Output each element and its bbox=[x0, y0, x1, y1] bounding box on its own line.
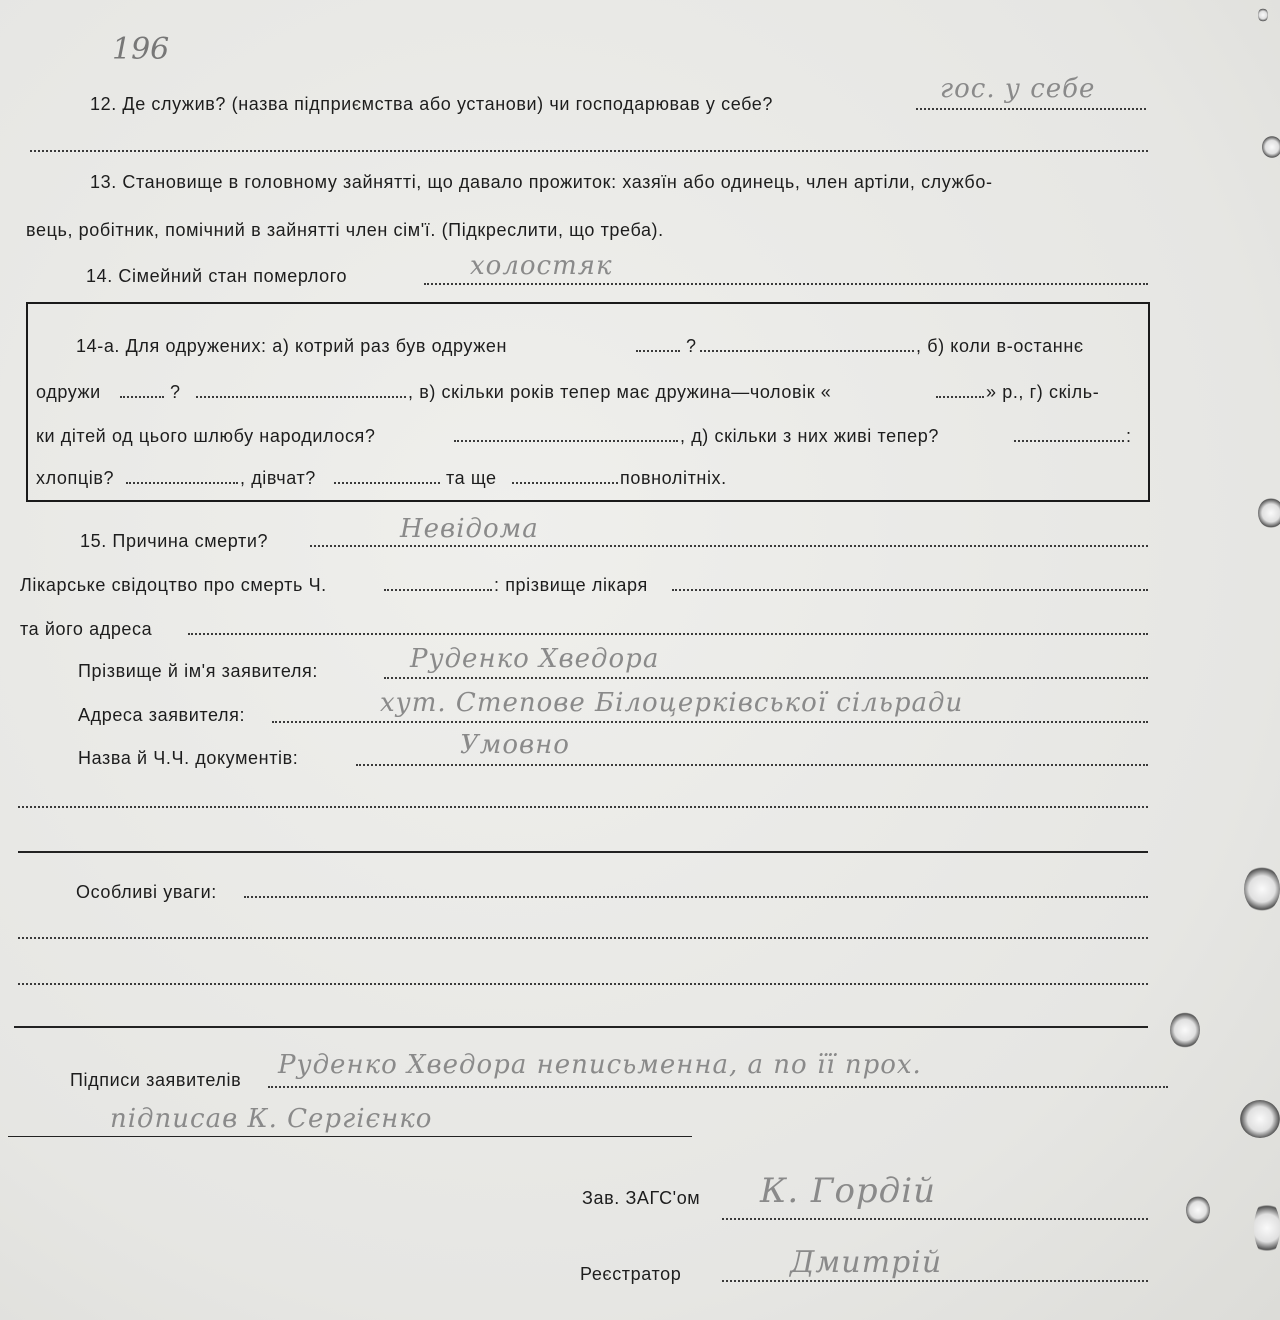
q12-answer: гос. у себе bbox=[940, 74, 1096, 104]
q14a-qmark2: ? bbox=[170, 382, 181, 402]
remarks-line-2 bbox=[18, 937, 1148, 939]
applicant-name-answer: Руденко Хведора bbox=[410, 644, 660, 674]
q14-answer-line bbox=[424, 283, 1148, 285]
q14-label: 14. Сімейний стан померлого bbox=[86, 266, 348, 286]
q14a-last-married-line bbox=[120, 396, 164, 398]
q14a-b-label: , б) коли в-останнє bbox=[916, 336, 1084, 356]
q14a-adults-end: повнолітніх. bbox=[620, 468, 727, 488]
q14a-alive-line bbox=[1014, 440, 1124, 442]
q15-label: 15. Причина смерти? bbox=[80, 531, 269, 551]
section-divider-2 bbox=[14, 1026, 1148, 1028]
binder-hole bbox=[1258, 498, 1280, 528]
binder-hole bbox=[1240, 1100, 1280, 1138]
signatures-label: Підписи заявителів bbox=[70, 1070, 242, 1090]
q14a-d-label: , д) скільки з них живі тепер? bbox=[680, 426, 939, 446]
q14a-v-end: » р., г) скіль- bbox=[986, 382, 1100, 402]
remarks-line-3 bbox=[18, 983, 1148, 985]
q13-line2: вець, робітник, помічний в зайнятті член сім'ї. (Підкреслити, що треба). bbox=[26, 220, 664, 240]
q15-answer-line bbox=[310, 545, 1148, 547]
q15-answer: Невідома bbox=[400, 514, 539, 544]
q14a-times-line bbox=[636, 350, 680, 352]
remarks-label: Особливі уваги: bbox=[76, 882, 217, 902]
q14a-v-label: , в) скільки років тепер має дружина—чоловік « bbox=[408, 382, 832, 402]
signatures-line-1 bbox=[268, 1086, 1168, 1088]
q14a-adults-line bbox=[512, 482, 618, 484]
q14-answer: холостяк bbox=[470, 251, 613, 281]
q12-answer-line bbox=[916, 108, 1146, 110]
med-cert-label: Лікарське свідоцтво про смерть Ч. bbox=[20, 575, 327, 595]
binder-hole bbox=[1258, 8, 1268, 22]
applicant-address-label: Адреса заявителя: bbox=[78, 705, 246, 725]
q14a-girls-line bbox=[334, 482, 440, 484]
q14a-boys: хлопців? bbox=[36, 468, 115, 488]
corner-mark: 196 bbox=[112, 32, 170, 67]
doctor-label: : прізвище лікаря bbox=[494, 575, 648, 595]
q14a-qmark: ? bbox=[686, 336, 697, 356]
signatures-text-2: підписав К. Сергієнко bbox=[110, 1104, 433, 1134]
applicant-name-label: Прізвище й ім'я заявителя: bbox=[78, 661, 318, 681]
doctor-line bbox=[672, 589, 1148, 591]
q14a-age-line bbox=[936, 396, 984, 398]
signatures-text-1: Руденко Хведора неписьменна, а по її прох. bbox=[278, 1050, 922, 1080]
head-signature-line bbox=[722, 1218, 1148, 1220]
q14a-line3-start: ки дітей од цього шлюбу народилося? bbox=[36, 426, 376, 446]
head-signature: К. Гордій bbox=[760, 1171, 936, 1211]
q14a-boys-line bbox=[126, 482, 238, 484]
applicant-address-answer: хут. Степове Білоцерківської сільради bbox=[380, 688, 964, 718]
documents-line bbox=[356, 764, 1148, 766]
head-label: Зав. ЗАГС'ом bbox=[582, 1188, 701, 1208]
applicant-address-line bbox=[272, 721, 1148, 723]
q14a-line2-start: одружи bbox=[36, 382, 101, 402]
binder-hole bbox=[1186, 1196, 1210, 1224]
doctor-address-label: та його адреса bbox=[20, 619, 153, 639]
documents-label: Назва й Ч.Ч. документів: bbox=[78, 748, 299, 768]
registrar-signature: Дмитрій bbox=[790, 1245, 943, 1280]
q12-label: 12. Де служив? (назва підприємства або установи) чи господарював у себе? bbox=[90, 94, 774, 114]
q14a-girls: , дівчат? bbox=[240, 468, 316, 488]
applicant-name-line bbox=[384, 677, 1148, 679]
documents-answer: Умовно bbox=[460, 730, 570, 760]
q14a-married-line bbox=[700, 350, 914, 352]
registrar-signature-line bbox=[722, 1280, 1148, 1282]
extra-line bbox=[18, 806, 1148, 808]
signatures-line-2 bbox=[8, 1136, 692, 1137]
remarks-line-1 bbox=[244, 896, 1148, 898]
doctor-address-line bbox=[188, 633, 1148, 635]
q14a-label: 14-а. Для одружених: а) котрий раз був одружен bbox=[76, 336, 507, 356]
section-divider-1 bbox=[18, 851, 1148, 853]
q13-line1: 13. Становище в головному зайнятті, що давало прожиток: хазяїн або одинець, член артіли, службо- bbox=[90, 172, 993, 192]
q14a-colon: : bbox=[1126, 426, 1132, 446]
binder-hole bbox=[1170, 1012, 1200, 1048]
q12-extra-line bbox=[30, 150, 1148, 152]
q14a-date-line bbox=[196, 396, 406, 398]
q14a-adults-mid: та ще bbox=[446, 468, 497, 488]
binder-hole bbox=[1254, 1200, 1280, 1256]
registrar-label: Реєстратор bbox=[580, 1264, 682, 1284]
binder-hole bbox=[1262, 136, 1280, 158]
q14a-children-line bbox=[454, 440, 678, 442]
med-cert-number-line bbox=[384, 589, 492, 591]
binder-hole bbox=[1244, 866, 1280, 912]
